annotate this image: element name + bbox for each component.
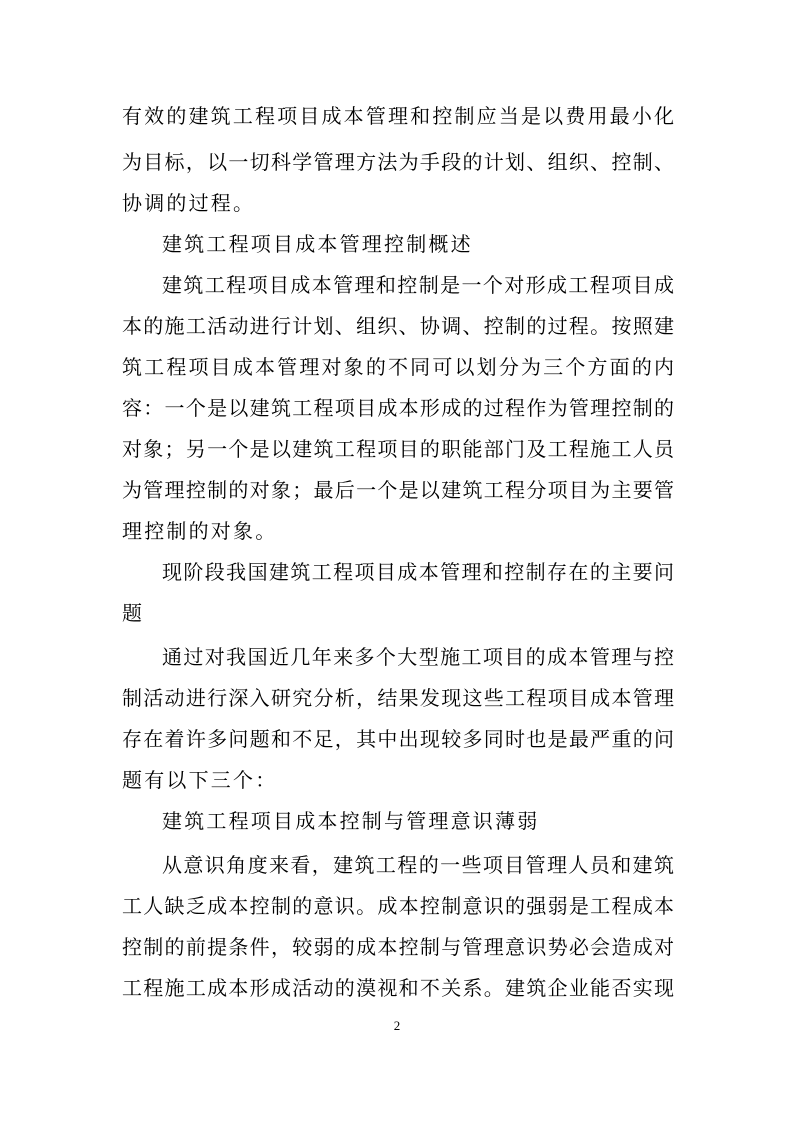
section-heading: 建筑工程项目成本控制与管理意识薄弱 (162, 809, 540, 833)
section-heading: 建筑工程项目成本管理控制概述 (162, 232, 473, 256)
body-text-line: 从意识角度来看，建筑工程的一些项目管理人员和建筑 (162, 853, 674, 877)
body-text-line: 控制的前提条件，较弱的成本控制与管理意识势必会造成对 (122, 935, 674, 959)
body-text-line: 有效的建筑工程项目成本管理和控制应当是以费用最小化 (122, 104, 674, 128)
section-heading: 题 (122, 601, 145, 625)
body-text-line: 存在着许多问题和不足，其中出现较多同时也是最严重的问 (122, 727, 674, 751)
body-text-line: 建筑工程项目成本管理和控制是一个对形成工程项目成 (162, 273, 674, 297)
body-text-line: 为管理控制的对象；最后一个是以建筑工程分项目为主要管 (122, 478, 674, 502)
body-text-line: 为目标，以一切科学管理方法为手段的计划、组织、控制、 (122, 150, 674, 174)
page-number: 2 (393, 1018, 401, 1033)
body-text-line: 通过对我国近几年来多个大型施工项目的成本管理与控 (162, 645, 674, 669)
body-text-line: 题有以下三个： (122, 768, 278, 792)
body-text-line: 理控制的对象。 (122, 519, 278, 543)
body-text-line: 制活动进行深入研究分析，结果发现这些工程项目成本管理 (122, 686, 674, 710)
body-text-line: 本的施工活动进行计划、组织、协调、控制的过程。按照建 (122, 314, 674, 338)
body-text-line: 容：一个是以建筑工程项目成本形成的过程作为管理控制的 (122, 396, 674, 420)
section-heading: 现阶段我国建筑工程项目成本管理和控制存在的主要问 (162, 560, 674, 584)
body-text-line: 筑工程项目成本管理对象的不同可以划分为三个方面的内 (122, 355, 674, 379)
body-text-line: 协调的过程。 (122, 191, 256, 215)
body-text-line: 工程施工成本形成活动的漠视和不关系。建筑企业能否实现 (122, 976, 674, 1000)
body-text-line: 对象；另一个是以建筑工程项目的职能部门及工程施工人员 (122, 437, 674, 461)
body-text-line: 工人缺乏成本控制的意识。成本控制意识的强弱是工程成本 (122, 894, 674, 918)
